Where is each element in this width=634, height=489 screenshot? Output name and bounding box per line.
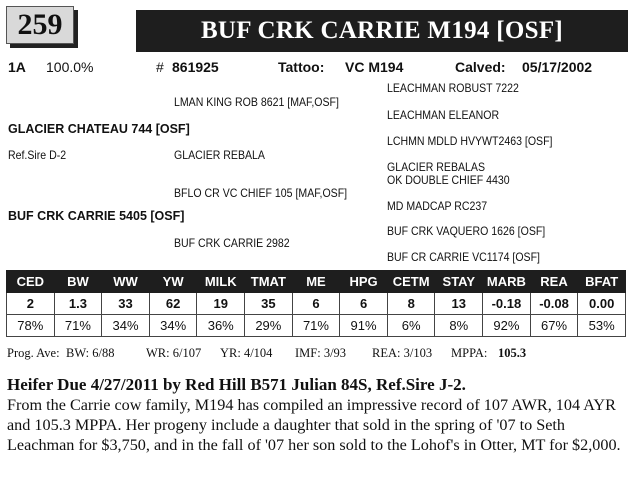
- epd-header: CETM: [387, 271, 435, 293]
- epd-percentile: 29%: [245, 315, 293, 337]
- epd-header-row: [7, 271, 626, 293]
- epd-value: 33: [102, 293, 150, 315]
- calved-value: 05/17/2002: [522, 59, 593, 75]
- pedigree-sire-note: Ref.Sire D-2: [8, 148, 67, 162]
- epd-header: WW: [102, 271, 150, 293]
- epd-value: 35: [245, 293, 293, 315]
- progeny-wr: WR: 6/107: [146, 346, 202, 360]
- pedigree-sire-sire: LMAN KING ROB 8621 [MAF,OSF]: [174, 95, 339, 109]
- pedigree-sire: GLACIER CHATEAU 744 [OSF]: [8, 122, 190, 136]
- epd-value: -0.08: [530, 293, 578, 315]
- epd-header: BFAT: [578, 271, 626, 293]
- tag: 1A: [8, 59, 26, 75]
- epd-percentile: 71%: [292, 315, 340, 337]
- epd-value: 6: [292, 293, 340, 315]
- progeny-mppa-label: MPPA:: [451, 346, 488, 360]
- epd-header: YW: [149, 271, 197, 293]
- progeny-rea: REA: 3/103: [372, 346, 433, 360]
- progeny-bw: BW: 6/88: [66, 346, 115, 360]
- lot-number-box: [6, 6, 74, 44]
- reg-label: #: [156, 59, 164, 75]
- epd-header: BW: [54, 271, 102, 293]
- epd-header: MARB: [483, 271, 531, 293]
- progeny-mppa-value: 105.3: [498, 346, 527, 360]
- calved-label: Calved:: [455, 59, 506, 75]
- epd-header: MILK: [197, 271, 245, 293]
- epd-value: 0.00: [578, 293, 626, 315]
- reg-number: 861925: [172, 59, 219, 75]
- epd-percentile: 92%: [483, 315, 531, 337]
- epd-table: [6, 270, 626, 337]
- animal-name-bar: [136, 10, 628, 52]
- pedigree-dsd: MD MADCAP RC237: [387, 199, 488, 213]
- epd-percentile: 71%: [54, 315, 102, 337]
- pedigree-sire-dam: GLACIER REBALA: [174, 148, 265, 162]
- epd-percentile: 67%: [530, 315, 578, 337]
- pedigree-ssd: LEACHMAN ELEANOR: [387, 108, 500, 122]
- pedigree-dds: BUF CRK VAQUERO 1626 [OSF]: [387, 224, 546, 238]
- lot-number: 259: [17, 8, 63, 41]
- progeny-yr: YR: 4/104: [220, 346, 273, 360]
- epd-header: REA: [530, 271, 578, 293]
- progeny-label: Prog. Ave:: [7, 346, 60, 360]
- headline: Heifer Due 4/27/2011 by Red Hill B571 Julian 84S, Ref.Sire J-2.: [7, 375, 466, 394]
- epd-header: STAY: [435, 271, 483, 293]
- pedigree-sss: LEACHMAN ROBUST 7222: [387, 81, 519, 95]
- epd-percentile: 6%: [387, 315, 435, 337]
- epd-header: HPG: [340, 271, 388, 293]
- description: From the Carrie cow family, M194 has compiled an impressive record of 107 AWR, 104 AYR and 105.3 MPPA. Her progeny include a daughter that sold in the spring of '07 to Seth Leachman for $3,750, and in the fall of '07 her son sold to the Lohof's in Otter, MT for $2,000.: [7, 396, 621, 454]
- epd-header: TMAT: [245, 271, 293, 293]
- epd-value: 13: [435, 293, 483, 315]
- epd-percentile: 34%: [102, 315, 150, 337]
- epd-percentile: 78%: [7, 315, 55, 337]
- pedigree-sds: LCHMN MDLD HVYWT2463 [OSF]: [387, 134, 553, 148]
- percent: 100.0%: [46, 59, 94, 75]
- pedigree-dss: OK DOUBLE CHIEF 4430: [387, 173, 510, 187]
- epd-value: 1.3: [54, 293, 102, 315]
- epd-value: 62: [149, 293, 197, 315]
- epd-value: -0.18: [483, 293, 531, 315]
- animal-name: BUF CRK CARRIE M194 [OSF]: [200, 17, 564, 44]
- epd-percentile: 91%: [340, 315, 388, 337]
- epd-percentile: 36%: [197, 315, 245, 337]
- pedigree-dam: BUF CRK CARRIE 5405 [OSF]: [8, 209, 185, 223]
- progeny-imf: IMF: 3/93: [295, 346, 347, 360]
- pedigree-sdd: GLACIER REBALAS: [387, 160, 486, 174]
- pedigree-dam-sire: BFLO CR VC CHIEF 105 [MAF,OSF]: [174, 186, 348, 200]
- epd-value: 2: [7, 293, 55, 315]
- epd-value: 8: [387, 293, 435, 315]
- epd-header: CED: [7, 271, 55, 293]
- epd-percentile-row: [7, 315, 626, 337]
- epd-percentile: 53%: [578, 315, 626, 337]
- epd-value: 6: [340, 293, 388, 315]
- pedigree-ddd: BUF CR CARRIE VC1174 [OSF]: [387, 250, 540, 264]
- tattoo-label: Tattoo:: [278, 59, 325, 75]
- epd-value: 19: [197, 293, 245, 315]
- epd-header: ME: [292, 271, 340, 293]
- epd-percentile: 34%: [149, 315, 197, 337]
- tattoo-value: VC M194: [345, 59, 404, 75]
- pedigree-dam-dam: BUF CRK CARRIE 2982: [174, 236, 290, 250]
- epd-percentile: 8%: [435, 315, 483, 337]
- epd-values-row: [7, 293, 626, 315]
